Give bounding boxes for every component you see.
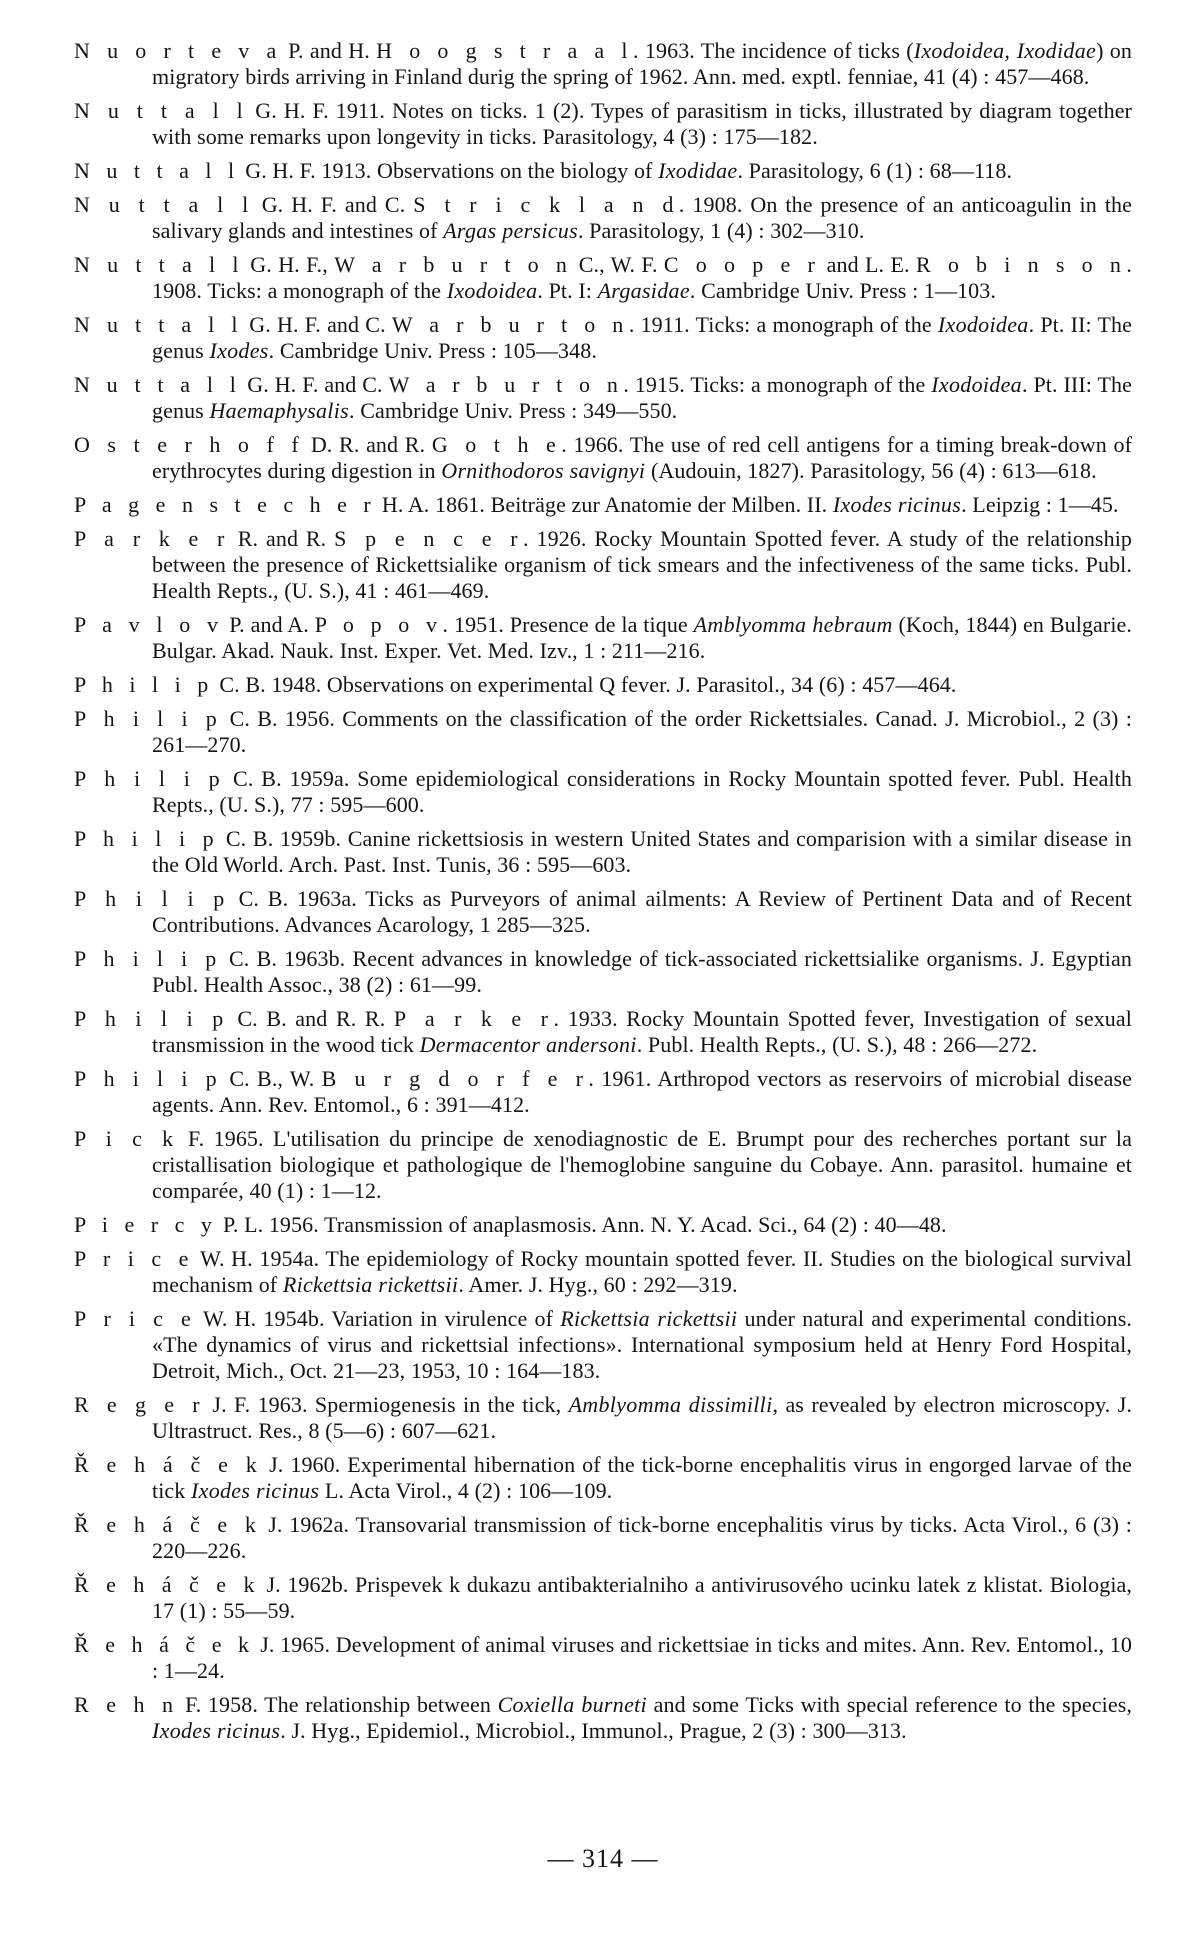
reference-author: N u t t a l l	[74, 192, 254, 217]
reference-author: R o b i n s o n	[915, 252, 1127, 277]
reference-text: P. and H.	[281, 38, 377, 63]
reference-text: C. B. 1956. Comments on the classification of the order Rickettsiales. Canad. J. Microbiol., 2 (3) : 261—270.	[152, 706, 1132, 757]
reference-author: P h i l i p	[74, 766, 226, 791]
reference-text: G. H. F. 1913. Observations on the biology of	[239, 158, 659, 183]
reference-entry	[74, 526, 1132, 604]
reference-author: Ř e h á č e k	[74, 1572, 260, 1597]
reference-text: . 1911. Ticks: a monograph of the	[628, 312, 938, 337]
reference-entry	[74, 1306, 1132, 1384]
document-page	[74, 38, 1132, 1918]
reference-text: . 1933. Rocky Mountain Spotted fever, Investigation of sexual transmission in the wood tick	[152, 1006, 1132, 1057]
reference-text: F. 1958. The relationship between	[178, 1692, 498, 1717]
reference-author: N u o r t e v a	[74, 38, 282, 63]
reference-text: G. H. F. and C.	[253, 192, 414, 217]
reference-italic-title: Rickettsia rickettsii	[560, 1306, 738, 1331]
reference-entry	[74, 1572, 1132, 1624]
reference-text: C. B. 1959b. Canine rickettsiosis in western United States and comparision with a similar disease in the Old World. Arch. Past. Inst. Tunis, 36 : 595—603.	[152, 826, 1132, 877]
reference-text: . Parasitology, 6 (1) : 68—118.	[737, 158, 1013, 183]
reference-italic-title: Ixodes ricinus	[191, 1478, 320, 1503]
reference-author: P o p o v	[314, 612, 443, 637]
reference-italic-title: Ixodes	[209, 338, 269, 363]
reference-text: . Amer. J. Hyg., 60 : 292—319.	[458, 1272, 738, 1297]
reference-entry	[74, 886, 1132, 938]
reference-author: Ř e h á č e k	[74, 1452, 263, 1477]
reference-author: N u t t a l l	[74, 158, 240, 183]
reference-entry	[74, 1126, 1132, 1204]
reference-author: N u t t a l l	[74, 98, 249, 123]
reference-author: O s t e r h o f f	[74, 432, 305, 457]
reference-italic-title: Dermacentor andersoni	[419, 1032, 637, 1057]
reference-text: G. H. F. 1911. Notes on ticks. 1 (2). Types of parasitism in ticks, illustrated by diagram together with some remarks upon longevity in ticks. Parasitology, 4 (3) : 175—182.	[152, 98, 1132, 149]
reference-italic-title: Ixodoidea	[931, 372, 1022, 397]
reference-author: P r i c e	[74, 1306, 197, 1331]
reference-entry	[74, 372, 1132, 424]
reference-author: W a r b u r t o n	[334, 252, 573, 277]
reference-entry	[74, 1512, 1132, 1564]
reference-italic-title: Argas persicus	[443, 218, 578, 243]
reference-text: C. B. 1948. Observations on experimental Q fever. J. Parasitol., 34 (6) : 457—464.	[213, 672, 957, 697]
reference-author: R e h n	[74, 1692, 179, 1717]
reference-author: W a r b u r t o n	[391, 312, 629, 337]
reference-entry	[74, 826, 1132, 878]
reference-text: . Pt. III: The genus	[152, 372, 1133, 423]
reference-author: P a r k e r	[393, 1006, 554, 1031]
reference-italic-title: Argasidae	[597, 278, 690, 303]
reference-entry	[74, 252, 1132, 304]
reference-entry	[74, 98, 1132, 150]
reference-text: R. and R.	[229, 526, 335, 551]
reference-author: G o t h e	[431, 432, 562, 457]
reference-entry	[74, 38, 1132, 90]
reference-entry	[74, 1246, 1132, 1298]
reference-italic-title: Haemaphysalis	[209, 398, 349, 423]
reference-author: C o o p e r	[663, 252, 821, 277]
reference-italic-title: Coxiella burneti	[497, 1692, 647, 1717]
reference-author: B u r g d o r f e r	[321, 1066, 589, 1091]
reference-italic-title: Ixodidae	[658, 158, 738, 183]
reference-entry	[74, 312, 1132, 364]
reference-text: ) on migratory birds arriving in Finland durig the spring of 1962. Ann. med. exptl. fenniae, 41 (4) : 457—468.	[152, 38, 1132, 89]
reference-text: . Cambridge Univ. Press : 105—348.	[268, 338, 597, 363]
reference-italic-title: Ornithodoros savignyi	[441, 458, 646, 483]
reference-entry	[74, 432, 1132, 484]
reference-author: P a v l o v	[74, 612, 224, 637]
reference-text: . Pt. II: The genus	[152, 312, 1132, 363]
reference-italic-title: Ixodoidea	[446, 278, 538, 303]
reference-author: P h i l i p	[74, 886, 230, 911]
reference-entry	[74, 946, 1132, 998]
reference-italic-title: Ixodoidea	[937, 312, 1029, 337]
reference-text: C. B., W.	[222, 1066, 322, 1091]
reference-author: P i c k	[74, 1126, 179, 1151]
reference-text: F. 1965. L'utilisation du principe de xenodiagnostic de E. Brumpt pour des recherches portant sur la cristallisation biologique et pathologique de l'hemoglobine sanguine du Cobaye. Ann. parasitol. humaine et comparée, 40 (1) : 1—12.	[152, 1126, 1132, 1203]
reference-author: P h i l i p	[74, 672, 214, 697]
reference-text: D. R. and R.	[304, 432, 432, 457]
reference-text: C. B. 1963b. Recent advances in knowledge of tick-associated rickettsialike organisms. J. Egyptian Publ. Health Assoc., 38 (2) : 61—99.	[152, 946, 1132, 997]
reference-text: , as revealed by electron microscopy. J. Ultrastruct. Res., 8 (5—6) : 607—621.	[152, 1392, 1132, 1443]
reference-italic-title: Ixodes ricinus	[152, 1718, 281, 1743]
reference-entry	[74, 492, 1132, 518]
reference-author: P i e r c y	[74, 1212, 218, 1237]
reference-text: . Leipzig : 1—45.	[961, 492, 1119, 517]
reference-text: . 1926. Rocky Mountain Spotted fever. A study of the relationship between the presence of Rickettsialike organism of tick smears and the infectiveness of the same ticks. Publ. Health Repts., (U. S.), 41 : 461—469.	[152, 526, 1132, 603]
reference-entry	[74, 612, 1132, 664]
reference-text: C. B. and R. R.	[228, 1006, 394, 1031]
reference-author: S t r i c k l a n d	[413, 192, 679, 217]
reference-text: P. and A.	[223, 612, 315, 637]
reference-text: C. B. 1963a. Ticks as Purveyors of animal ailments: A Review of Pertinent Data and of Recent Contributions. Advances Acarology, 1 285—325.	[152, 886, 1132, 937]
reference-text: . 1951. Presence de la tique	[442, 612, 694, 637]
reference-text: W. H. 1954a. The epidemiology of Rocky mountain spotted fever. II. Studies on the biological survival mechanism of	[152, 1246, 1132, 1297]
reference-entry	[74, 1066, 1132, 1118]
reference-text: J. 1962a. Transovarial transmission of tick-borne encephalitis virus by ticks. Acta Virol., 6 (3) : 220—226.	[152, 1512, 1133, 1563]
reference-author: P a r k e r	[74, 526, 230, 551]
reference-italic-title: Ixodoidea, Ixodidae	[913, 38, 1097, 63]
reference-author: Ř e h á č e k	[74, 1632, 255, 1657]
reference-author: P h i l i p	[74, 706, 223, 731]
reference-text: . 1908. On the presence of an anticoagulin in the salivary glands and intestines of	[152, 192, 1132, 243]
reference-italic-title: Amblyomma hebraum	[693, 612, 893, 637]
reference-text: . Cambridge Univ. Press : 349—550.	[349, 398, 678, 423]
reference-text: (Koch, 1844) en Bulgarie. Bulgar. Akad. Nauk. Inst. Exper. Vet. Med. Izv., 1 : 211—216.	[152, 612, 1133, 663]
reference-entry	[74, 706, 1132, 758]
reference-author: P h i l i p	[74, 946, 222, 971]
page-number: — 314 —	[547, 1844, 659, 1873]
reference-author: Ř e h á č e k	[74, 1512, 262, 1537]
reference-entry	[74, 158, 1132, 184]
reference-text: . Publ. Health Repts., (U. S.), 48 : 266—272.	[636, 1032, 1038, 1057]
reference-author: R e g e r	[74, 1392, 206, 1417]
reference-text: . 1966. The use of red cell antigens for a timing break-down of erythrocytes during digestion in	[152, 432, 1132, 483]
reference-text: (Audouin, 1827). Parasitology, 56 (4) : 613—618.	[645, 458, 1097, 483]
reference-text: . Pt. I:	[537, 278, 598, 303]
reference-text: H. A. 1861. Beiträge zur Anatomie der Milben. II.	[376, 492, 833, 517]
reference-text: . Cambridge Univ. Press : 1—103.	[689, 278, 996, 303]
reference-text: J. 1962b. Prispevek k dukazu antibakterialniho a antivirusového ucinku latek z klistat. Biologia, 17 (1) : 55—59.	[152, 1572, 1133, 1623]
reference-text: C. B. 1959a. Some epidemiological considerations in Rocky Mountain spotted fever. Publ. Health Repts., (U. S.), 77 : 595—600.	[152, 766, 1132, 817]
reference-text: W. H. 1954b. Variation in virulence of	[196, 1306, 561, 1331]
reference-text: J. 1965. Development of animal viruses and rickettsiae in ticks and mites. Ann. Rev. Entomol., 10 : 1—24.	[152, 1632, 1133, 1683]
reference-author: S p e n c e r	[334, 526, 524, 551]
reference-author: P r i c e	[74, 1246, 194, 1271]
reference-author: H o o g s t r a a l	[376, 38, 633, 63]
reference-author: W a r b u r t o n	[388, 372, 624, 397]
reference-list	[74, 38, 1132, 1744]
reference-text: . 1908. Ticks: a monograph of the	[152, 252, 1132, 303]
reference-text: . Parasitology, 1 (4) : 302—310.	[577, 218, 865, 243]
reference-author: N u t t a l l	[74, 312, 244, 337]
reference-author: P h i l i p	[74, 1066, 223, 1091]
reference-text: J. 1960. Experimental hibernation of the tick-borne encephalitis virus in engorged larvae of the tick	[152, 1452, 1132, 1503]
reference-text: G. H. F. and C.	[241, 372, 389, 397]
reference-italic-title: Rickettsia rickettsii	[282, 1272, 459, 1297]
reference-entry	[74, 192, 1132, 244]
reference-entry	[74, 1006, 1132, 1058]
reference-entry	[74, 672, 1132, 698]
reference-text: J. F. 1963. Spermiogenesis in the tick,	[205, 1392, 569, 1417]
reference-text: L. Acta Virol., 4 (2) : 106—109.	[319, 1478, 613, 1503]
reference-entry	[74, 1392, 1132, 1444]
reference-text: . 1915. Ticks: a monograph of the	[623, 372, 932, 397]
reference-text: C., W. F.	[572, 252, 664, 277]
reference-author: N u t t a l l	[74, 372, 242, 397]
reference-text: and some Ticks with special reference to the species,	[646, 1692, 1132, 1717]
reference-entry	[74, 1212, 1132, 1238]
reference-entry	[74, 1692, 1132, 1744]
reference-text: . 1963. The incidence of ticks (	[633, 38, 914, 63]
reference-text: and L. E.	[820, 252, 916, 277]
reference-author: P h i l i p	[74, 826, 220, 851]
reference-author: P h i l i p	[74, 1006, 229, 1031]
reference-italic-title: Ixodes ricinus	[832, 492, 962, 517]
reference-author: P a g e n s t e c h e r	[74, 492, 377, 517]
reference-text: G. H. F. and C.	[243, 312, 392, 337]
reference-entry	[74, 766, 1132, 818]
reference-italic-title: Amblyomma dissimilli	[568, 1392, 773, 1417]
reference-entry	[74, 1632, 1132, 1684]
reference-text: . J. Hyg., Epidemiol., Microbiol., Immunol., Prague, 2 (3) : 300—313.	[280, 1718, 907, 1743]
reference-entry	[74, 1452, 1132, 1504]
reference-text: under natural and experimental conditions. «The dynamics of virus and rickettsial infections». International symposium held at Henry Ford Hospital, Detroit, Mich., Oct. 21—23, 1953, 10 : 164—183.	[152, 1306, 1132, 1383]
reference-author: N u t t a l l	[74, 252, 244, 277]
reference-text: G. H. F.,	[243, 252, 335, 277]
reference-text: P. L. 1956. Transmission of anaplasmosis. Ann. N. Y. Acad. Sci., 64 (2) : 40—48.	[217, 1212, 947, 1237]
reference-text: . 1961. Arthropod vectors as reservoirs of microbial disease agents. Ann. Rev. Entomol., 6 : 391—412.	[152, 1066, 1132, 1117]
